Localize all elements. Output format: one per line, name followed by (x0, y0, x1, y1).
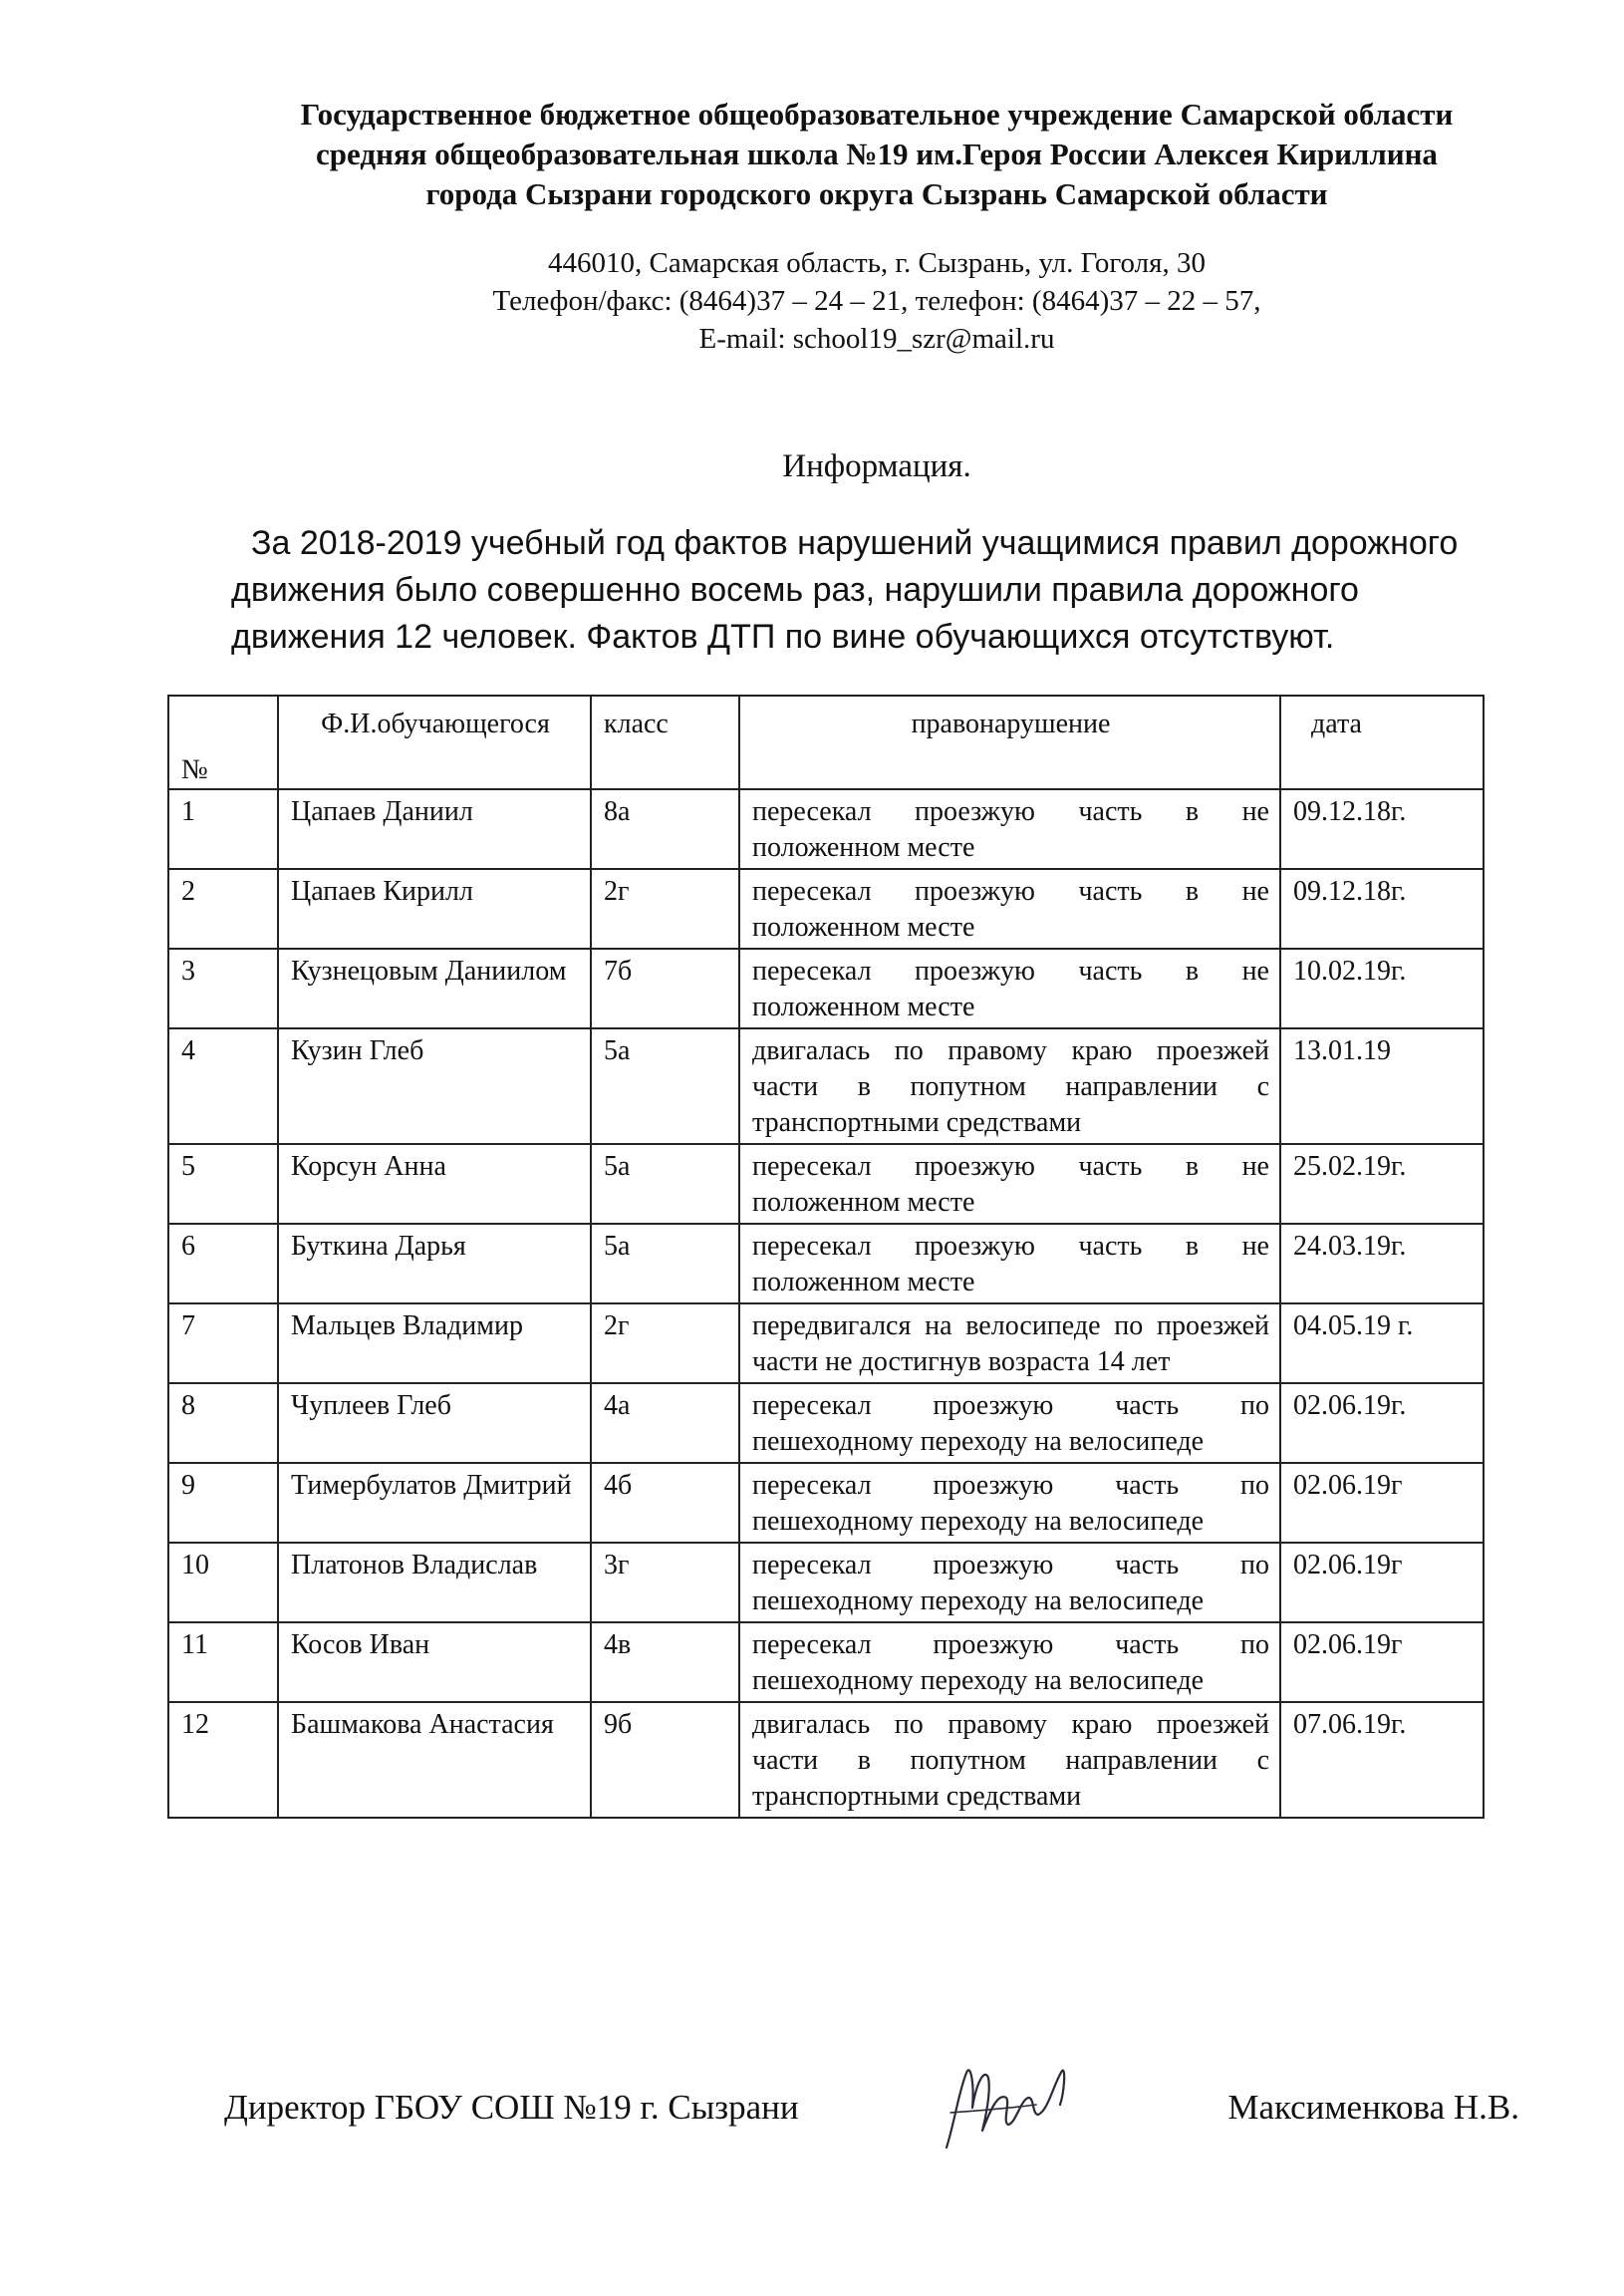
row-number: 8 (168, 1383, 278, 1463)
student-class: 4б (591, 1463, 739, 1543)
row-number: 7 (168, 1303, 278, 1383)
violation-date: 02.06.19г (1280, 1543, 1484, 1622)
table-header-row (168, 696, 1484, 789)
violation-text: пересекал проезжую часть в не положенном месте (739, 1144, 1280, 1224)
table-row (168, 1622, 1484, 1702)
student-name: Цапаев Кирилл (278, 869, 591, 949)
student-class: 4а (591, 1383, 739, 1463)
school-header (159, 95, 1594, 214)
violation-date: 13.01.19 (1280, 1028, 1484, 1144)
handwritten-signature (937, 2053, 1086, 2162)
header-student-name: Ф.И.обучающегося (278, 696, 591, 789)
student-class: 5а (591, 1144, 739, 1224)
violation-date: 24.03.19г. (1280, 1224, 1484, 1303)
row-number: 12 (168, 1702, 278, 1818)
violation-date: 09.12.18г. (1280, 789, 1484, 869)
student-name: Тимербулатов Дмитрий (278, 1463, 591, 1543)
row-number: 2 (168, 869, 278, 949)
row-number: 11 (168, 1622, 278, 1702)
row-number: 10 (168, 1543, 278, 1622)
table-row (168, 949, 1484, 1028)
table-row (168, 789, 1484, 869)
row-number: 1 (168, 789, 278, 869)
table-row (168, 869, 1484, 949)
student-name: Башмакова Анастасия (278, 1702, 591, 1818)
student-class: 5а (591, 1224, 739, 1303)
table-row (168, 1383, 1484, 1463)
signature-line (224, 2083, 1519, 2143)
signer-position: Директор ГБОУ СОШ №19 г. Сызрани (224, 2088, 799, 2127)
student-class: 8а (591, 789, 739, 869)
student-name: Чуплеев Глеб (278, 1383, 591, 1463)
postal-address: 446010, Самарская область, г. Сызрань, ул. Гоголя, 30 (548, 247, 1206, 279)
email-line: E-mail: school19_szr@mail.ru (698, 323, 1055, 355)
phone-line: Телефон/факс: (8464)37 – 24 – 21, телефон: (8464)37 – 22 – 57, (492, 285, 1261, 317)
table-row (168, 1028, 1484, 1144)
violation-text: пересекал проезжую часть в не положенном месте (739, 949, 1280, 1028)
student-name: Мальцев Владимир (278, 1303, 591, 1383)
violation-date: 02.06.19г (1280, 1463, 1484, 1543)
document-title: Информация. (782, 448, 971, 484)
row-number: 9 (168, 1463, 278, 1543)
signer-name: Максименкова Н.В. (1227, 2088, 1519, 2127)
violation-text: пересекал проезжую часть в не положенном месте (739, 869, 1280, 949)
row-number: 6 (168, 1224, 278, 1303)
violations-table (167, 695, 1485, 1819)
table-row (168, 1463, 1484, 1543)
row-number: 3 (168, 949, 278, 1028)
contact-block (159, 244, 1594, 358)
violation-text: передвигался на велосипеде по проезжей части не достигнув возраста 14 лет (739, 1303, 1280, 1383)
violation-text: двигалась по правому краю проезжей части в попутном направлении с транспортными средствами (739, 1702, 1280, 1818)
row-number: 5 (168, 1144, 278, 1224)
violation-date: 02.06.19г (1280, 1622, 1484, 1702)
header-line-3: города Сызрани городского округа Сызрань Самарской области (425, 176, 1328, 211)
student-name: Кузнецовым Даниилом (278, 949, 591, 1028)
violation-date: 09.12.18г. (1280, 869, 1484, 949)
student-class: 9б (591, 1702, 739, 1818)
header-class: класс (591, 696, 739, 789)
header-number: № (168, 696, 278, 789)
intro-paragraph: За 2018-2019 учебный год фактов нарушений учащимися правил дорожного движения было совершенно восемь раз, нарушили правила дорожного движения 12 человек. Фактов ДТП по вине обучающихся отсутствуют. (231, 524, 1459, 656)
violation-text: пересекал проезжую часть по пешеходному переходу на велосипеде (739, 1622, 1280, 1702)
student-class: 5а (591, 1028, 739, 1144)
student-name: Косов Иван (278, 1622, 591, 1702)
table-row (168, 1224, 1484, 1303)
violation-text: пересекал проезжую часть по пешеходному переходу на велосипеде (739, 1383, 1280, 1463)
student-class: 7б (591, 949, 739, 1028)
header-date: дата (1280, 696, 1484, 789)
student-name: Платонов Владислав (278, 1543, 591, 1622)
table-body (168, 789, 1484, 1818)
student-class: 2г (591, 1303, 739, 1383)
violation-date: 02.06.19г. (1280, 1383, 1484, 1463)
violation-text: пересекал проезжую часть по пешеходному переходу на велосипеде (739, 1463, 1280, 1543)
violation-text: пересекал проезжую часть по пешеходному переходу на велосипеде (739, 1543, 1280, 1622)
student-name: Кузин Глеб (278, 1028, 591, 1144)
table-row (168, 1543, 1484, 1622)
row-number: 4 (168, 1028, 278, 1144)
violation-text: двигалась по правому краю проезжей части в попутном направлении с транспортными средствами (739, 1028, 1280, 1144)
student-name: Корсун Анна (278, 1144, 591, 1224)
violation-date: 07.06.19г. (1280, 1702, 1484, 1818)
violation-text: пересекал проезжую часть в не положенном месте (739, 789, 1280, 869)
student-class: 3г (591, 1543, 739, 1622)
student-name: Буткина Дарья (278, 1224, 591, 1303)
table-row (168, 1702, 1484, 1818)
violation-text: пересекал проезжую часть в не положенном месте (739, 1224, 1280, 1303)
header-line-1: Государственное бюджетное общеобразовательное учреждение Самарской области (300, 97, 1454, 132)
violation-date: 04.05.19 г. (1280, 1303, 1484, 1383)
student-class: 2г (591, 869, 739, 949)
header-line-2: средняя общеобразовательная школа №19 им.Героя России Алексея Кириллина (316, 137, 1438, 171)
violation-date: 10.02.19г. (1280, 949, 1484, 1028)
violation-date: 25.02.19г. (1280, 1144, 1484, 1224)
table-row (168, 1303, 1484, 1383)
student-name: Цапаев Даниил (278, 789, 591, 869)
table-row (168, 1144, 1484, 1224)
header-violation: правонарушение (739, 696, 1280, 789)
student-class: 4в (591, 1622, 739, 1702)
